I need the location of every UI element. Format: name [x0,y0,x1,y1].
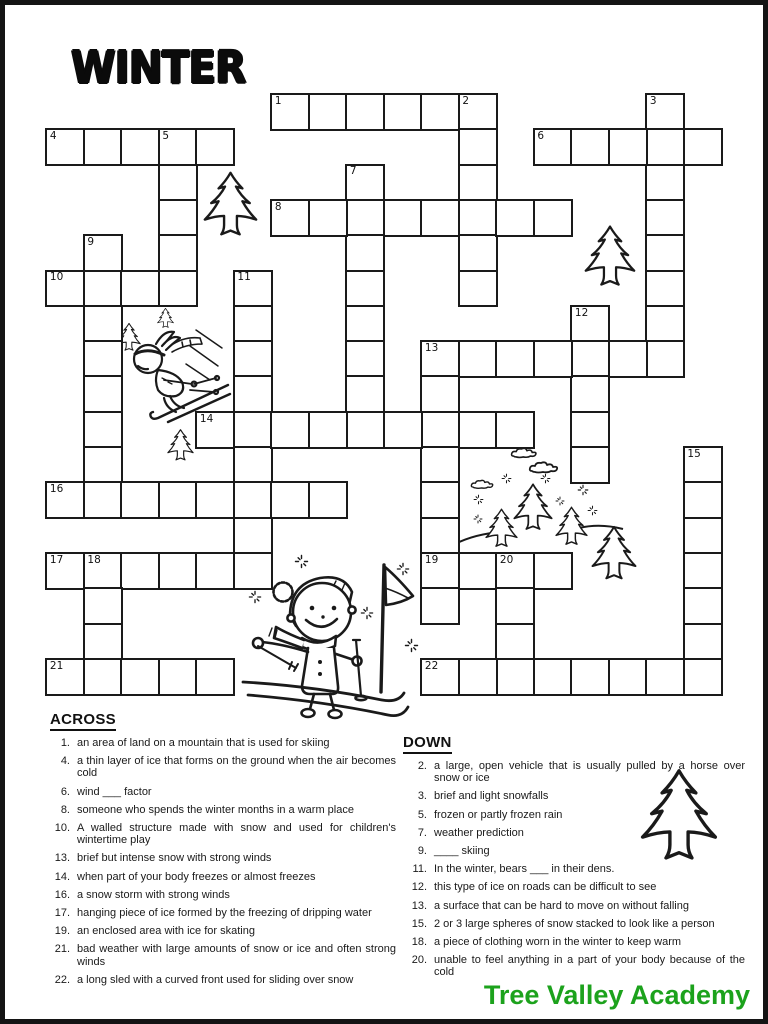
clue-item [403,936,751,948]
clue-text: bad weather with large amounts of snow or ice and often strong winds [77,943,396,968]
clue-text: an area of land on a mountain that is used for skiing [77,737,330,749]
crossword-cell[interactable] [420,517,460,555]
clue-number: 13. [411,899,427,912]
crossword-cell[interactable] [270,481,310,519]
crossword-cell[interactable] [120,128,160,166]
crossword-cell[interactable] [158,199,198,237]
crossword-cell[interactable] [495,623,535,661]
grid-clue-number: 22 [424,659,439,672]
crossword-cell[interactable] [645,234,685,272]
clue-text: someone who spends the winter months in a warm place [77,803,354,816]
crossword-cell[interactable] [458,270,498,308]
puzzle-title: WINTER [71,42,246,95]
crossword-cell[interactable] [458,340,498,378]
crossword-cell[interactable] [645,305,685,343]
crossword-cell[interactable] [533,199,573,237]
crossword-cell[interactable] [158,164,198,202]
crossword-cell[interactable] [420,481,460,519]
clue-text: a surface that can be hard to move on without falling [434,899,689,912]
crossword-cell[interactable] [420,375,460,413]
crossword-cell[interactable] [533,552,573,590]
crossword-cell[interactable] [120,552,160,590]
clue-text: hanging piece of ice formed by the freezing of dripping water [77,907,372,920]
crossword-cell[interactable] [383,93,423,131]
crossword-cell[interactable] [345,305,385,343]
crossword-cell[interactable] [270,411,310,449]
crossword-cell[interactable] [570,128,610,166]
crossword-cell[interactable] [458,234,498,272]
clue-number: 1. [60,737,70,749]
crossword-cell[interactable] [345,340,385,378]
brand-logo-text: Tree Valley Academy [483,980,750,1010]
clue-number: 10. [54,822,70,835]
crossword-cell[interactable] [420,446,460,484]
crossword-cell[interactable] [345,199,385,237]
crossword-cell[interactable] [308,93,348,131]
grid-clue-number: 5 [162,130,170,143]
grid-clue-number: 16 [49,483,64,496]
crossword-cell[interactable] [495,587,535,625]
clue-item [50,755,396,779]
crossword-cell[interactable] [195,128,235,166]
clue-text: an enclosed area with ice for skating [77,925,255,938]
crossword-cell[interactable] [158,658,198,696]
crossword-cell[interactable] [570,375,610,413]
crossword-cell[interactable] [608,658,648,696]
clue-item [403,809,751,821]
clue-item [403,827,751,839]
clue-number: 19. [54,925,70,938]
grid-clue-number: 13 [424,341,439,354]
crossword-cell[interactable] [345,234,385,272]
crossword-cell[interactable] [308,199,348,237]
clue-number: 14. [54,870,70,883]
clue-text: weather prediction [434,826,524,839]
crossword-cell[interactable] [570,446,610,484]
crossword-cell[interactable] [83,587,123,625]
clue-text: a large, open vehicle that is usually pulled by a horse over snow or ice [434,760,745,785]
crossword-cell[interactable] [345,270,385,308]
crossword-cell[interactable] [458,552,498,590]
clue-item [50,925,396,937]
crossword-cell[interactable] [83,411,123,449]
clue-item [50,737,396,749]
crossword-cell[interactable] [458,164,498,202]
clue-text: ____ skiing [434,845,490,858]
clue-text: when part of your body freezes or almost freezes [77,870,316,883]
clue-number: 18. [411,936,427,949]
crossword-cell[interactable] [570,411,610,449]
crossword-cell[interactable] [495,411,535,449]
down-clue-list [403,760,751,979]
clue-item [50,822,396,846]
crossword-cell[interactable] [458,128,498,166]
grid-clue-number: 6 [537,130,545,143]
clue-number: 22. [54,973,70,986]
crossword-cell[interactable] [420,411,460,449]
crossword-cell[interactable] [458,199,498,237]
crossword-cell[interactable] [420,93,460,131]
crossword-cell[interactable] [683,552,723,590]
crossword-cell[interactable] [120,481,160,519]
crossword-cell[interactable] [233,552,273,590]
crossword-cell[interactable] [83,128,123,166]
crossword-cell[interactable] [158,552,198,590]
clue-number: 11. [412,863,427,876]
grid-clue-number: 2 [462,94,470,107]
clue-text: a snow storm with strong winds [77,888,230,901]
grid-clue-number: 9 [87,236,95,248]
clue-item [403,918,751,930]
crossword-cell[interactable] [645,658,685,696]
crossword-cell[interactable] [495,199,535,237]
clue-item [50,907,396,919]
crossword-cell[interactable] [158,234,198,272]
crossword-cell[interactable] [683,128,723,166]
clue-number: 8. [60,803,70,816]
clue-item [50,974,396,986]
crossword-cell[interactable] [495,340,535,378]
crossword-cell[interactable] [120,270,160,308]
crossword-cell[interactable] [158,481,198,519]
crossword-cell[interactable] [233,446,273,484]
crossword-cell[interactable] [645,164,685,202]
down-heading: DOWN [403,734,452,754]
crossword-cell[interactable] [645,199,685,237]
clue-text: A walled structure made with snow and used for children's wintertime play [77,822,396,847]
crossword-cell[interactable] [233,411,273,449]
crossword-cell[interactable] [83,375,123,413]
clue-text: a piece of clothing worn in the winter to keep warm [434,936,682,949]
clue-text: In the winter, bears ___ in their dens. [434,863,615,876]
crossword-cell[interactable] [233,305,273,343]
clue-text: brief but intense snow with strong winds [77,852,272,865]
grid-clue-number: 3 [649,94,657,107]
clue-item [403,863,751,875]
crossword-cell[interactable] [608,128,648,166]
crossword-cell[interactable] [683,587,723,625]
clue-item [50,889,396,901]
clue-number: 5. [417,808,427,821]
crossword-cell[interactable] [233,375,273,413]
crossword-cell[interactable] [420,587,460,625]
crossword-cell[interactable] [458,658,498,696]
grid-clue-number: 1 [274,94,282,107]
grid-clue-number: 19 [424,553,439,566]
clue-item [50,943,396,967]
crossword-cell[interactable] [645,270,685,308]
crossword-cell[interactable] [308,411,348,449]
clue-item [50,852,396,864]
across-section [50,711,396,992]
clue-number: 17. [54,907,70,920]
crossword-cell[interactable] [458,411,498,449]
crossword-cell[interactable] [570,340,610,378]
crossword-cell[interactable] [383,411,423,449]
crossword-cell[interactable] [533,658,573,696]
grid-clue-number: 20 [499,553,514,566]
crossword-cell[interactable] [645,340,685,378]
clue-text: this type of ice on roads can be difficult to see [434,881,657,894]
clue-item [403,900,751,912]
crossword-cell[interactable] [683,517,723,555]
clue-number: 21. [54,943,70,956]
clue-item [403,881,751,893]
clue-number: 7. [417,826,427,839]
crossword-cell[interactable] [83,623,123,661]
clue-item [403,954,751,978]
grid-clue-number: 18 [87,553,101,566]
grid-clue-number: 10 [49,271,64,284]
crossword-cell[interactable] [345,93,385,131]
crossword-cell[interactable] [83,305,123,343]
crossword-cell[interactable] [608,340,648,378]
crossword-cell[interactable] [158,270,198,308]
crossword-cell[interactable] [195,552,235,590]
clue-number: 2. [417,760,427,772]
crossword-cell[interactable] [83,481,123,519]
grid-clue-number: 8 [274,200,282,213]
clue-text: a thin layer of ice that forms on the ground when the air becomes cold [77,755,396,780]
crossword-cell[interactable] [570,658,610,696]
crossword-cell[interactable] [83,270,123,308]
crossword-cell[interactable] [683,658,723,696]
crossword-cell[interactable] [83,658,123,696]
grid-clue-number: 14 [199,412,214,425]
crossword-cell[interactable] [683,481,723,519]
crossword-cell[interactable] [345,375,385,413]
clue-text: wind ___ factor [77,785,152,798]
crossword-cell[interactable] [195,481,235,519]
clue-text: brief and light snowfalls [434,790,549,803]
clue-text: a long sled with a curved front used for sliding over snow [77,973,354,986]
clue-text: 2 or 3 large spheres of snow stacked to look like a person [434,917,715,930]
down-section [403,734,751,985]
clue-number: 9. [417,845,427,858]
grid-clue-number: 15 [687,447,701,460]
grid-clue-number: 12 [574,306,589,319]
clue-text: frozen or partly frozen rain [434,808,563,821]
crossword-cell[interactable] [495,658,535,696]
clue-number: 3. [417,790,427,803]
crossword-cell[interactable] [233,340,273,378]
clue-item [50,871,396,883]
crossword-cell[interactable] [383,199,423,237]
grid-clue-number: 21 [49,659,64,672]
crossword-cell[interactable] [233,517,273,555]
clue-number: 12. [411,881,427,894]
grid-clue-number: 7 [349,165,357,178]
clue-number: 4. [60,755,70,768]
grid-clue-number: 11 [237,271,251,284]
crossword-cell[interactable] [83,446,123,484]
grid-clue-number: 17 [49,553,64,566]
clue-number: 16. [54,888,70,901]
clue-item [403,790,751,802]
crossword-cell[interactable] [420,199,460,237]
across-clue-list [50,737,396,986]
clue-item [50,804,396,816]
clue-item [50,786,396,798]
clue-item [403,760,751,784]
clue-number: 13. [54,852,70,865]
across-heading: ACROSS [50,711,116,731]
crossword-cell[interactable] [683,623,723,661]
clue-number: 15. [411,917,427,930]
crossword-cell[interactable] [120,658,160,696]
crossword-cell[interactable] [83,340,123,378]
clue-number: 20. [411,954,427,967]
crossword-cell[interactable] [645,128,685,166]
crossword-cell[interactable] [533,340,573,378]
clue-text: unable to feel anything in a part of your body because of the cold [434,954,745,979]
grid-clue-number: 4 [49,130,57,143]
crossword-cell[interactable] [308,481,348,519]
crossword-cell[interactable] [345,411,385,449]
clue-number: 6. [60,785,70,798]
crossword-cell[interactable] [195,658,235,696]
clue-item [403,845,751,857]
crossword-cell[interactable] [233,481,273,519]
